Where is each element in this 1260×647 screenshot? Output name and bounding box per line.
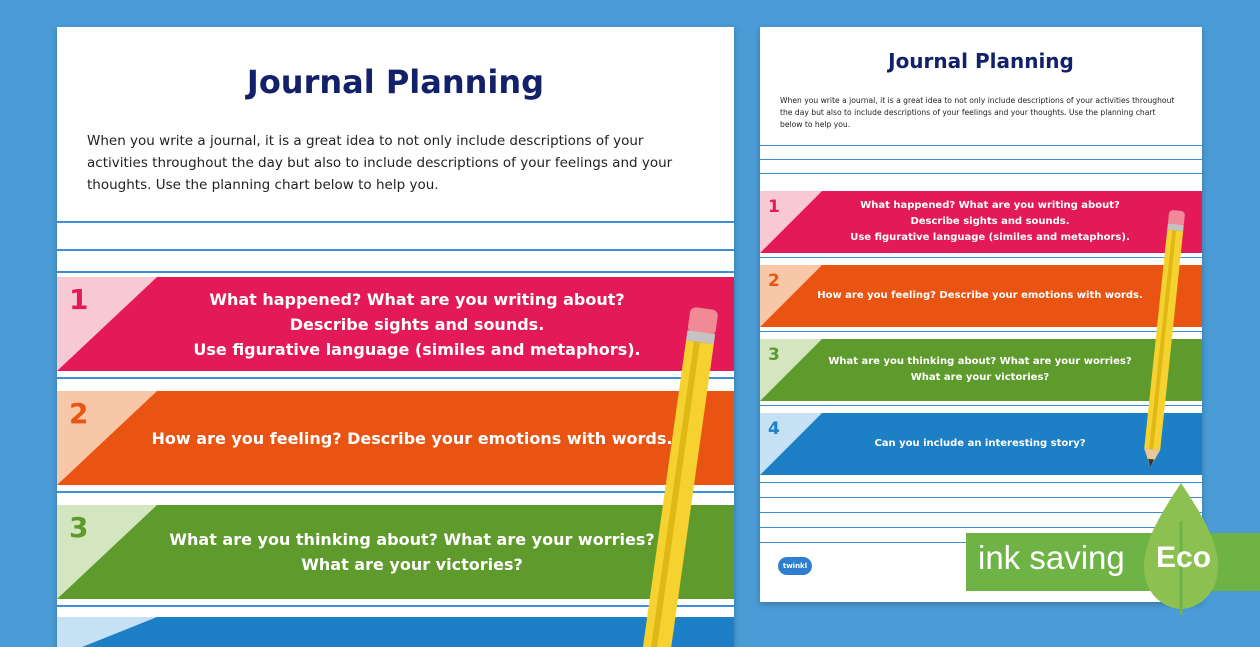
page-title: Journal Planning xyxy=(888,49,1074,73)
section-text: What happened? What are you writing about? Describe sights and sounds. Use figurative language (similes and metaphors). xyxy=(193,289,641,359)
writing-line xyxy=(57,605,734,607)
intro-text: When you write a journal, it is a great idea to not only include descriptions of your activities throughout the day but also to include descriptions of your feelings and your thoughts. Use the planning chart below to help you. xyxy=(780,96,1175,129)
pencil-icon xyxy=(637,297,727,647)
writing-line xyxy=(760,145,1202,146)
section-text: What happened? What are you writing about? Describe sights and sounds. Use figurative language (similes and metaphors). xyxy=(850,200,1130,243)
journal-sheet-large xyxy=(57,27,734,647)
writing-line xyxy=(760,173,1202,174)
section-number: 1 xyxy=(768,197,780,217)
ink-saving-badge xyxy=(966,531,1260,595)
section-number: 1 xyxy=(69,283,89,316)
brand-logo: twinkl xyxy=(778,557,812,575)
section-number: 3 xyxy=(69,511,89,544)
section-number: 2 xyxy=(768,271,780,291)
writing-line xyxy=(57,491,734,493)
badge-text: ink saving xyxy=(978,539,1125,576)
section-text: What are you thinking about? What are your worries? What are your victories? xyxy=(828,356,1132,383)
pencil-icon xyxy=(1140,202,1190,472)
section-text: What are you thinking about? What are your worries? What are your victories? xyxy=(169,530,655,574)
writing-line xyxy=(57,249,734,251)
writing-line xyxy=(57,221,734,223)
writing-line xyxy=(760,159,1202,160)
section-number: 3 xyxy=(768,345,780,365)
writing-line xyxy=(57,271,734,273)
badge-label: Eco xyxy=(1156,541,1212,574)
section-text: How are you feeling? Describe your emotions with words. xyxy=(817,290,1143,301)
writing-line xyxy=(760,257,1202,258)
section-band-shape xyxy=(57,617,734,647)
section-number: 2 xyxy=(69,397,89,430)
writing-line xyxy=(760,331,1202,332)
writing-line xyxy=(57,377,734,379)
writing-line xyxy=(760,405,1202,406)
section-number: 4 xyxy=(768,419,780,439)
section-text: How are you feeling? Describe your emotions with words. xyxy=(151,428,673,448)
section-text: Can you include an interesting story? xyxy=(874,438,1086,449)
page-title: Journal Planning xyxy=(246,63,545,101)
intro-text: When you write a journal, it is a great idea to not only include descriptions of your activities throughout the day but also to include descriptions of your feelings and your thoughts. Use the planning chart below to help you. xyxy=(87,133,673,193)
